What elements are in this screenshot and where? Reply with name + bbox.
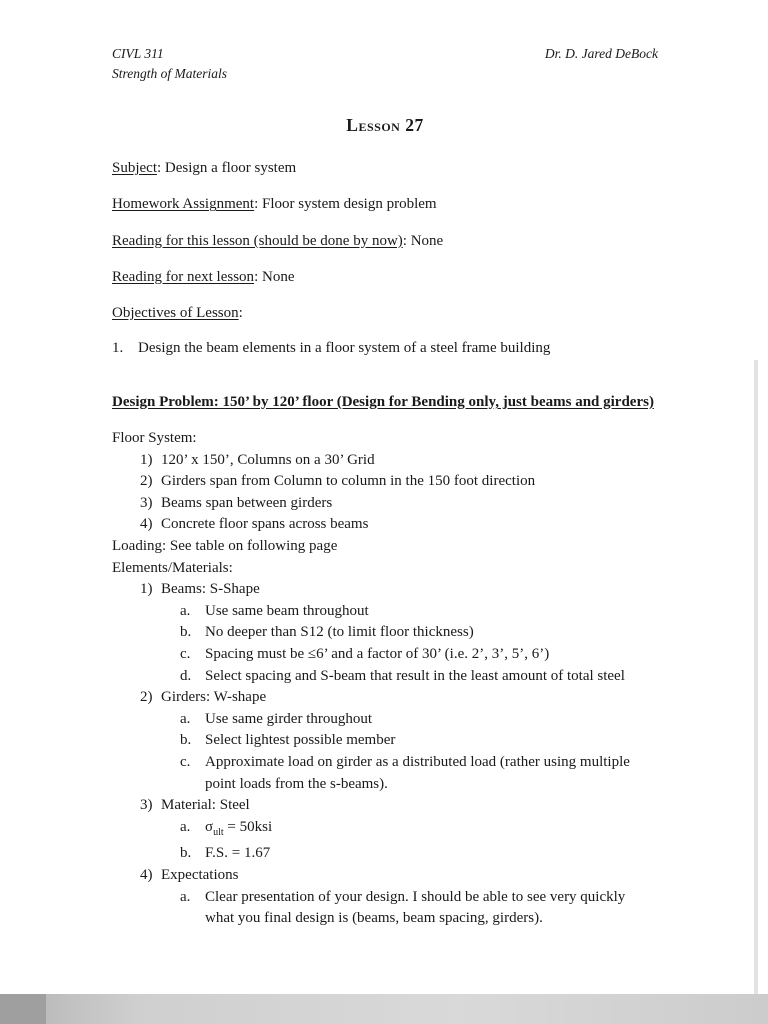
item-number: 1): [140, 451, 153, 468]
sub-letter: c.: [180, 646, 191, 662]
sub-letter: b.: [180, 624, 192, 641]
elements-item-expectations: [112, 865, 658, 887]
girders-sub-item: [112, 709, 658, 731]
beams-sub-item: [112, 601, 658, 623]
objective-number: 1.: [112, 340, 124, 357]
lesson-title: Lesson 27: [346, 115, 424, 136]
reading-this-lesson-text: : None: [402, 232, 444, 249]
elements-item-material: [112, 795, 658, 817]
expectations-sub-item: [112, 887, 658, 930]
scan-edge-right: [754, 360, 758, 994]
item-number: 3): [140, 797, 153, 814]
item-number: 4): [140, 866, 153, 883]
reading-next-lesson-text: : None: [254, 268, 295, 285]
sub-letter: b.: [180, 732, 192, 749]
floor-system-item: [112, 493, 658, 515]
course-info: [112, 44, 227, 83]
item-text: Girders span from Column to column in the 150 foot direction: [161, 473, 536, 490]
course-code: CIVL 311: [112, 46, 164, 61]
sigma-value: = 50ksi: [223, 818, 273, 835]
material-sub-item: [112, 843, 658, 865]
sub-text: Approximate load on girder as a distributed load (rather using multiple point loads from the s-beams).: [205, 753, 630, 792]
item-text: Material: Steel: [161, 797, 250, 814]
sub-letter: a.: [180, 818, 191, 835]
document-header: [112, 44, 658, 83]
sub-text: Select spacing and S-beam that result in the least amount of total steel: [205, 667, 625, 684]
beams-sub-item: [112, 666, 658, 688]
scan-edge-bottom: [0, 994, 768, 1024]
sub-text: F.S. = 1.67: [205, 845, 271, 862]
sigma-symbol: σ: [205, 818, 214, 835]
sub-text: Clear presentation of your design. I should be able to see very quickly what you final design is (beams, beam spacing, girders).: [205, 888, 626, 927]
subject-line: [112, 158, 658, 178]
floor-system-item: [112, 514, 658, 536]
homework-line: [112, 194, 658, 214]
sub-text: Spacing must be ≤6’ and a factor of 30’ (i.e. 2’, 3’, 5’, 6’): [205, 646, 550, 662]
sub-text: Use same beam throughout: [205, 602, 369, 619]
objectives-colon: :: [238, 305, 243, 322]
girders-sub-item: [112, 752, 658, 795]
reading-this-lesson-line: [112, 231, 658, 251]
item-text: Beams: S-Shape: [161, 581, 260, 598]
elements-materials-heading: Elements/Materials:: [112, 559, 233, 576]
item-number: 2): [140, 689, 153, 706]
sub-text: No deeper than S12 (to limit floor thickness): [205, 624, 474, 641]
floor-system-item: [112, 471, 658, 493]
floor-system-section: [112, 428, 658, 930]
instructor-name: Dr. D. Jared DeBock: [544, 46, 658, 61]
floor-system-item: [112, 450, 658, 472]
sub-letter: d.: [180, 667, 192, 684]
reading-next-lesson-label: Reading for next lesson: [112, 268, 255, 285]
item-number: 4): [140, 516, 153, 533]
material-sub-item: [112, 817, 658, 844]
objective-item: [112, 338, 658, 358]
design-problem-heading-text: Design Problem: 150’ by 120’ floor (Design for Bending only, just beams and girders): [112, 393, 654, 410]
item-text: 120’ x 150’, Columns on a 30’ Grid: [161, 451, 375, 468]
reading-this-lesson-label: Reading for this lesson (should be done by now): [112, 232, 403, 249]
sub-text: Use same girder throughout: [205, 710, 373, 727]
beams-sub-item: [112, 644, 658, 666]
homework-label: Homework Assignment: [112, 196, 255, 213]
subject-text: : Design a floor system: [157, 160, 297, 177]
design-problem-heading: [112, 389, 658, 416]
elements-item-girders: [112, 687, 658, 709]
sub-letter: a.: [180, 888, 191, 905]
sub-letter: a.: [180, 602, 191, 619]
beams-sub-item: [112, 622, 658, 644]
sub-letter: b.: [180, 845, 192, 862]
item-number: 1): [140, 581, 153, 598]
objectives-label: Objectives of Lesson: [112, 305, 239, 322]
item-text: Beams span between girders: [161, 494, 333, 511]
sigma-subscript: ult: [213, 826, 224, 838]
objective-text: Design the beam elements in a floor system of a steel frame building: [138, 340, 551, 357]
sub-letter: c.: [180, 753, 191, 770]
intro-section: [112, 158, 658, 359]
homework-text: : Floor system design problem: [254, 196, 437, 213]
sub-text: Select lightest possible member: [205, 732, 396, 749]
course-name: Strength of Materials: [112, 65, 227, 81]
girders-sub-item: [112, 730, 658, 752]
item-text: Girders: W-shape: [161, 689, 267, 706]
sigma-expression: [205, 817, 272, 844]
objectives-heading: [112, 303, 658, 323]
item-number: 2): [140, 473, 153, 490]
reading-next-lesson-line: [112, 267, 658, 287]
item-text: Concrete floor spans across beams: [161, 516, 369, 533]
floor-system-heading: Floor System:: [112, 430, 197, 447]
sub-letter: a.: [180, 710, 191, 727]
elements-item-beams: [112, 579, 658, 601]
item-text: Expectations: [161, 866, 239, 883]
subject-label: Subject: [112, 160, 157, 177]
item-number: 3): [140, 494, 153, 511]
loading-line: Loading: See table on following page: [112, 538, 338, 555]
